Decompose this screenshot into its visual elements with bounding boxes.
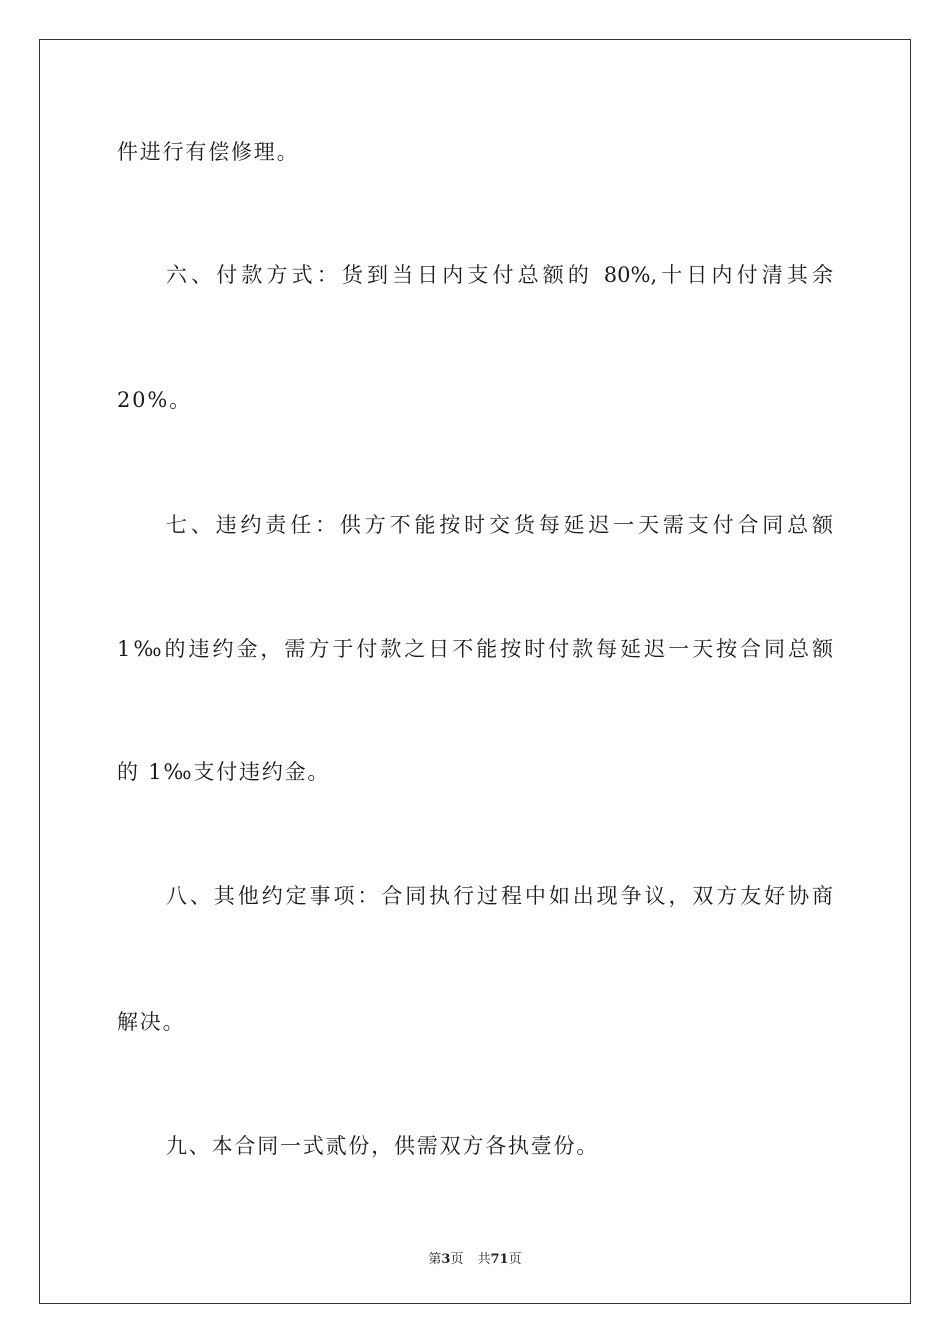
page-number: 3	[441, 1252, 451, 1267]
paragraph-line: 七、违约责任：供方不能按时交货每延迟一天需支付合同总额	[166, 513, 833, 537]
page-border	[39, 39, 911, 1304]
paragraph-line: 八、其他约定事项：合同执行过程中如出现争议，双方友好协商	[166, 884, 833, 908]
paragraph-line: 六、付款方式：货到当日内支付总额的 80%,十日内付清其余	[166, 263, 833, 287]
paragraph-line: 1‰的违约金，需方于付款之日不能按时付款每延迟一天按合同总额	[117, 637, 833, 661]
total-pages: 71	[490, 1252, 509, 1267]
page-footer	[0, 1248, 950, 1267]
paragraph-line: 九、本合同一式贰份，供需双方各执壹份。	[166, 1134, 600, 1158]
total-suffix: 页	[508, 1252, 522, 1267]
paragraph-line: 件进行有偿修理。	[117, 140, 300, 164]
paragraph-line: 解决。	[117, 1010, 186, 1034]
paragraph-line: 的 1‰支付违约金。	[117, 760, 331, 784]
total-prefix: 共	[477, 1252, 491, 1267]
paragraph-line: 20%。	[117, 388, 192, 412]
page-suffix: 页	[450, 1252, 464, 1267]
page-prefix: 第	[428, 1252, 442, 1267]
